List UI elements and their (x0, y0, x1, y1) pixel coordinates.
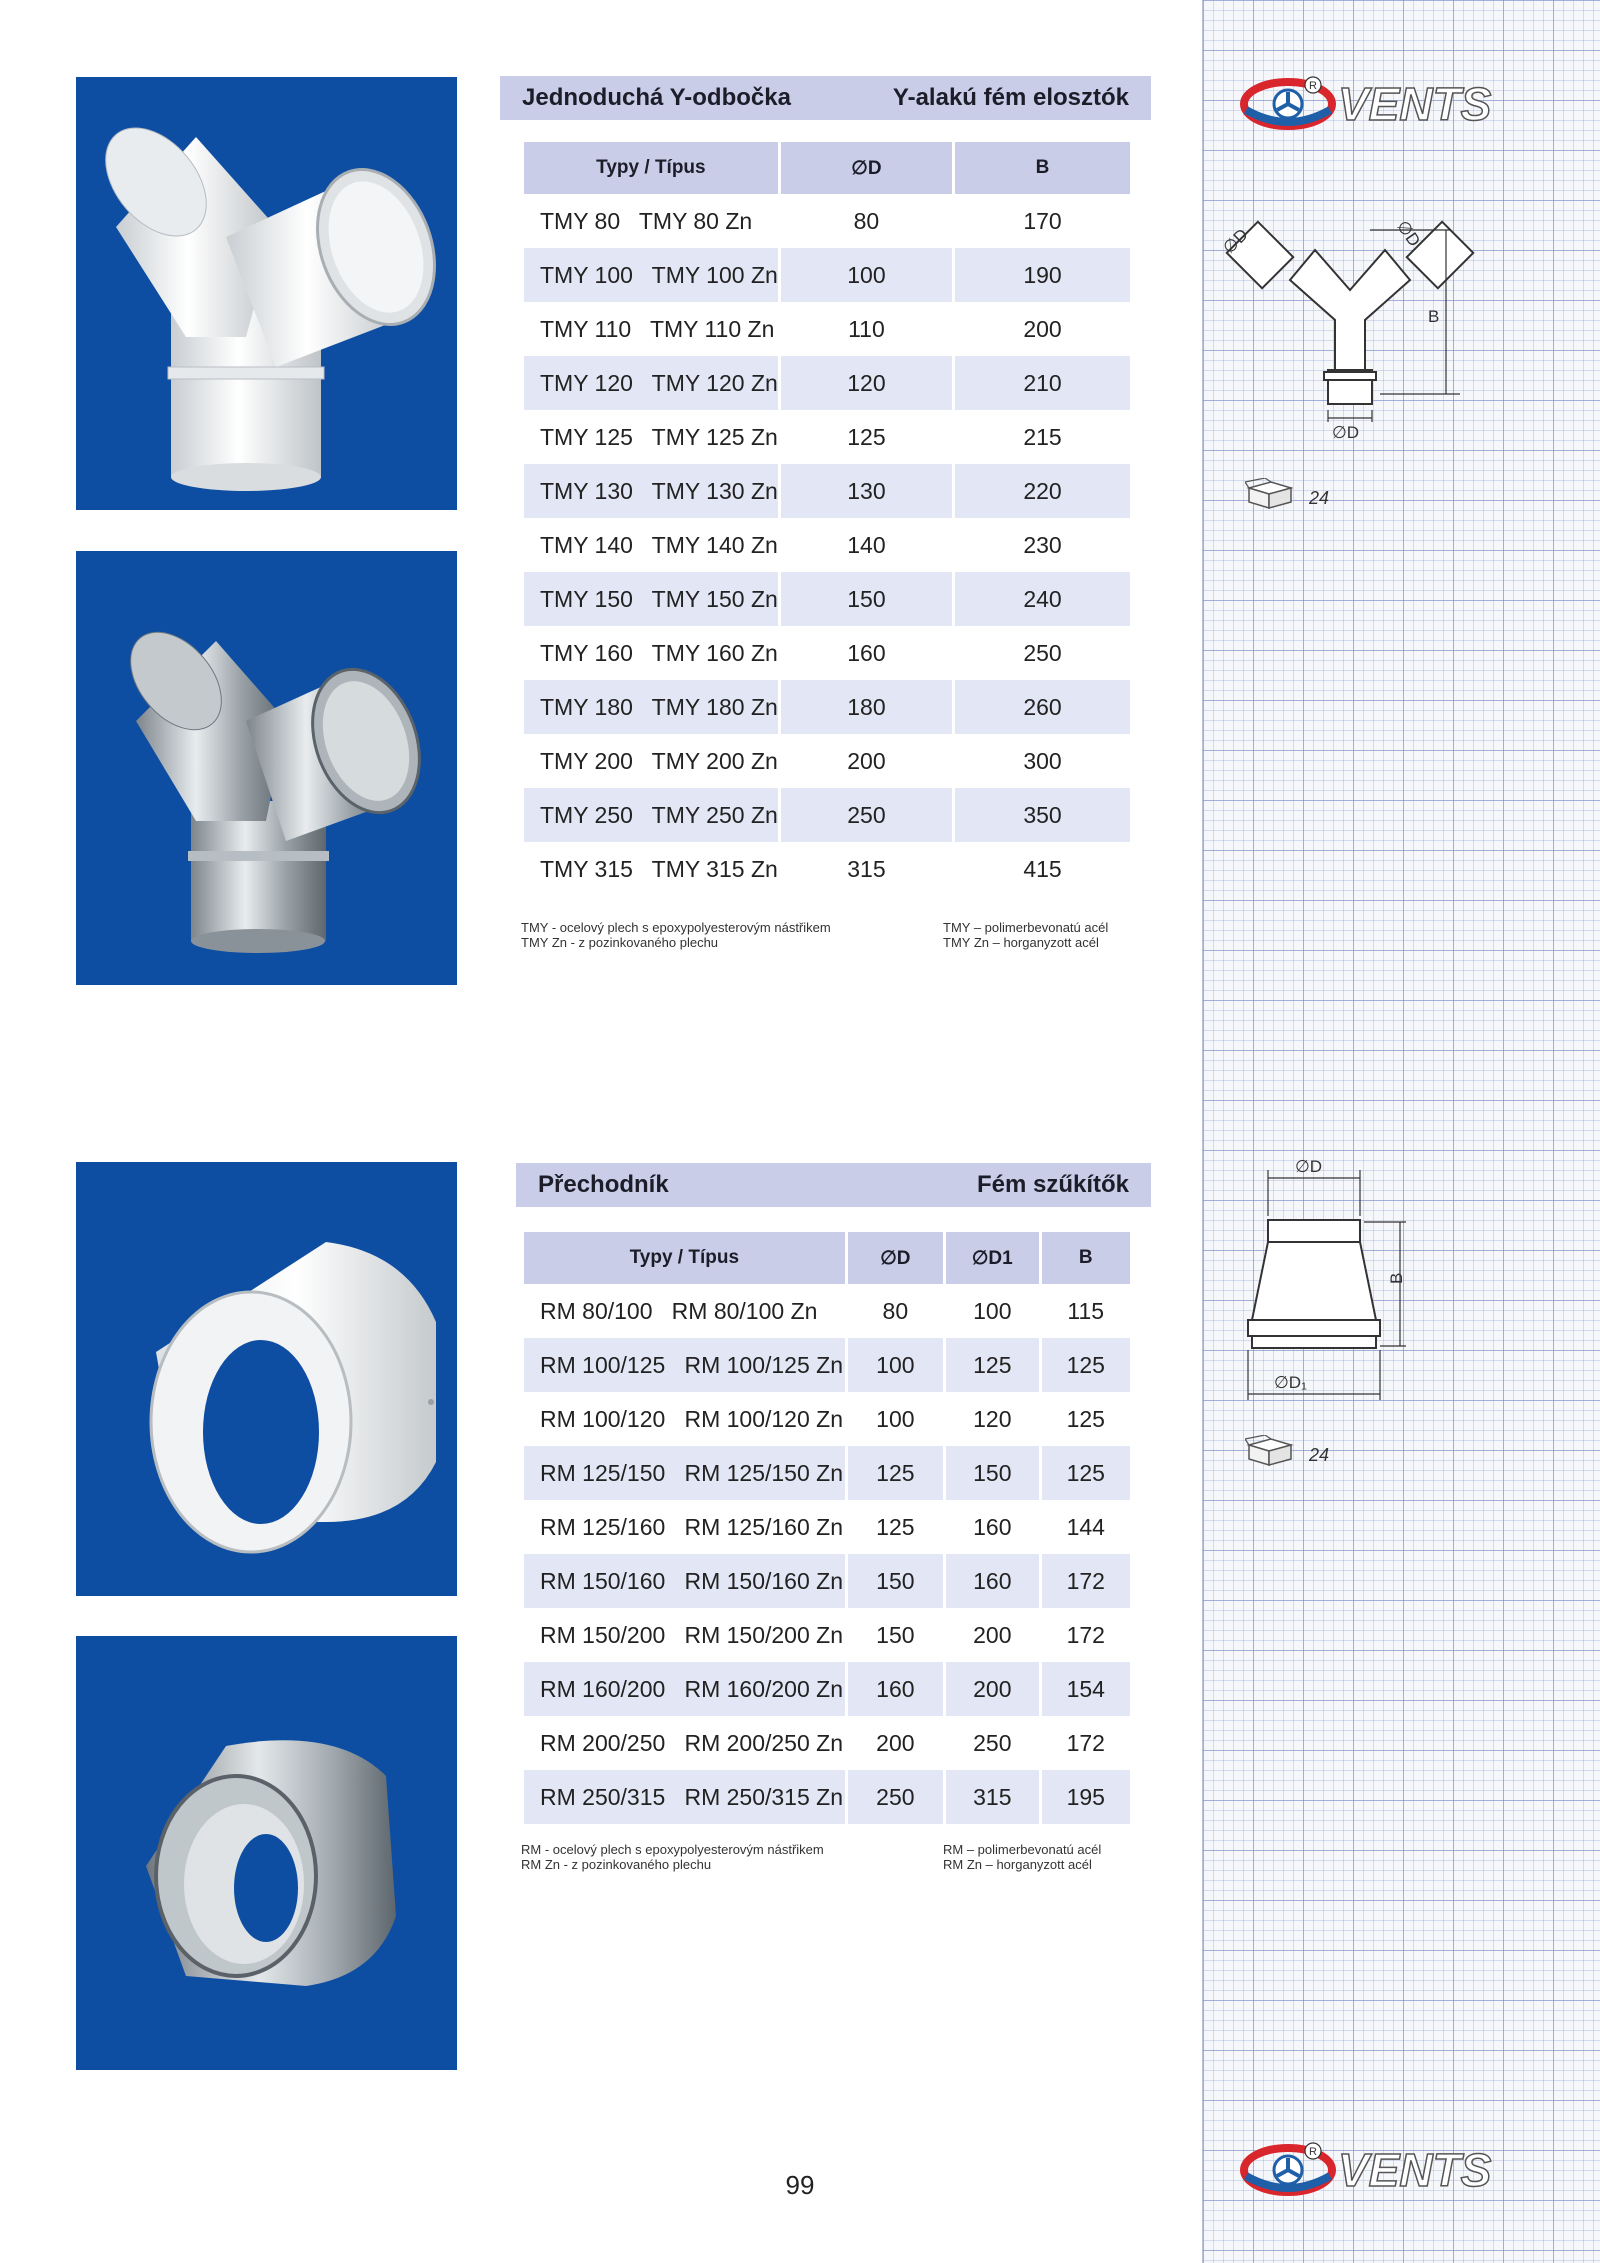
table-row: RM 100/125 RM 100/125 Zn 100 125 125 (524, 1338, 1130, 1392)
material-notes-hu: TMY – polimerbevonatú acél TMY Zn – horganyzott acél (943, 920, 1109, 950)
section-header-reducer (516, 1163, 1151, 1207)
package-box-icon (1245, 478, 1330, 515)
section-header-y-branch (500, 76, 1151, 120)
package-box-icon (1245, 1435, 1330, 1472)
package-quantity: 24 (1309, 1445, 1330, 1465)
section-title-cz: Přechodník (538, 1171, 669, 1198)
material-notes-hu: RM – polimerbevonatú acél RM Zn – horganyzott acél (943, 1842, 1102, 1872)
table-row: RM 80/100 RM 80/100 Zn 80 100 115 (540, 1297, 1105, 1324)
table-row: RM 150/160 RM 150/160 Zn 150 160 172 (524, 1554, 1130, 1608)
col-header-diameter: ∅D (848, 1232, 943, 1284)
table-row: TMY 180 TMY 180 Zn 180 260 (524, 680, 1130, 734)
col-header-b: B (955, 142, 1130, 194)
product-photo-galvanized-y-branch (76, 551, 457, 985)
svg-text:∅D₁: ∅D₁ (1274, 1373, 1307, 1392)
table-header-row (524, 142, 1130, 194)
material-notes-cz: TMY - ocelový plech s epoxypolyesterovým nástřikem TMY Zn - z pozinkovaného plechu (521, 920, 831, 950)
section-title-hu: Y-alakú fém elosztók (892, 84, 1129, 111)
table-row: TMY 200 TMY 200 Zn 200 300 (540, 747, 1062, 774)
table-row: RM 200/250 RM 200/250 Zn 200 250 172 (540, 1729, 1105, 1756)
svg-text:∅D: ∅D (1295, 1157, 1323, 1176)
reducer-dimension-diagram (1210, 1150, 1420, 1415)
col-header-type: Typy / Típus (524, 1232, 845, 1284)
product-photo-galvanized-reducer (76, 1636, 457, 2070)
table-row: RM 100/120 RM 100/120 Zn 100 120 125 (540, 1405, 1105, 1432)
table-row: TMY 80 TMY 80 Zn 80 170 (540, 207, 1062, 234)
table-row: TMY 250 TMY 250 Zn 250 350 (524, 788, 1130, 842)
svg-text:VENTS: VENTS (1338, 78, 1492, 130)
svg-text:∅D: ∅D (1219, 224, 1252, 258)
product-photo-white-y-branch (76, 77, 457, 510)
vents-logo-top (1230, 72, 1570, 137)
section-title-hu: Fém szűkítők (976, 1171, 1129, 1198)
table-row: TMY 315 TMY 315 Zn 315 415 (540, 855, 1062, 882)
table-row: TMY 140 TMY 140 Zn 140 230 (540, 531, 1062, 558)
page-number: 99 (785, 2170, 815, 2200)
svg-text:R: R (1309, 2146, 1317, 2158)
svg-text:R: R (1309, 80, 1317, 92)
table-row: RM 125/150 RM 125/150 Zn 125 150 125 (524, 1446, 1130, 1500)
table-row: RM 250/315 RM 250/315 Zn 250 315 195 (524, 1770, 1130, 1824)
section-title-cz: Jednoduchá Y-odbočka (522, 84, 791, 111)
table-row: TMY 100 TMY 100 Zn 100 190 (524, 248, 1130, 302)
material-notes-cz: RM - ocelový plech s epoxypolyesterovým nástřikem RM Zn - z pozinkovaného plechu (521, 1842, 824, 1872)
svg-text:B: B (1428, 307, 1440, 326)
table-row: RM 150/200 RM 150/200 Zn 150 200 172 (540, 1621, 1105, 1648)
col-header-type: Typy / Típus (524, 142, 778, 194)
svg-text:∅D: ∅D (1332, 423, 1360, 442)
table-row: TMY 150 TMY 150 Zn 150 240 (524, 572, 1130, 626)
vents-logo-bottom (1230, 2138, 1570, 2203)
table-row: TMY 110 TMY 110 Zn 110 200 (540, 315, 1062, 342)
table-row: RM 125/160 RM 125/160 Zn 125 160 144 (540, 1513, 1105, 1540)
package-quantity: 24 (1309, 488, 1330, 508)
svg-text:VENTS: VENTS (1338, 2144, 1492, 2196)
table-row: TMY 125 TMY 125 Zn 125 215 (540, 423, 1062, 450)
table-row: TMY 130 TMY 130 Zn 130 220 (524, 464, 1130, 518)
table-row: TMY 160 TMY 160 Zn 160 250 (540, 639, 1062, 666)
table-row: RM 160/200 RM 160/200 Zn 160 200 154 (524, 1662, 1130, 1716)
table-row: TMY 120 TMY 120 Zn 120 210 (524, 356, 1130, 410)
product-photo-white-reducer (76, 1162, 457, 1596)
table-header-row (524, 1232, 1130, 1284)
y-branch-dimension-diagram (1210, 210, 1480, 455)
col-header-diameter: ∅D (781, 142, 952, 194)
spec-table-y-branch (521, 142, 1133, 896)
col-header-diameter-d1: ∅D1 (946, 1232, 1038, 1284)
col-header-b: B (1042, 1232, 1130, 1284)
spec-table-reducer (521, 1232, 1133, 1824)
svg-text:∅D: ∅D (1392, 217, 1425, 251)
svg-text:B: B (1387, 1272, 1406, 1284)
